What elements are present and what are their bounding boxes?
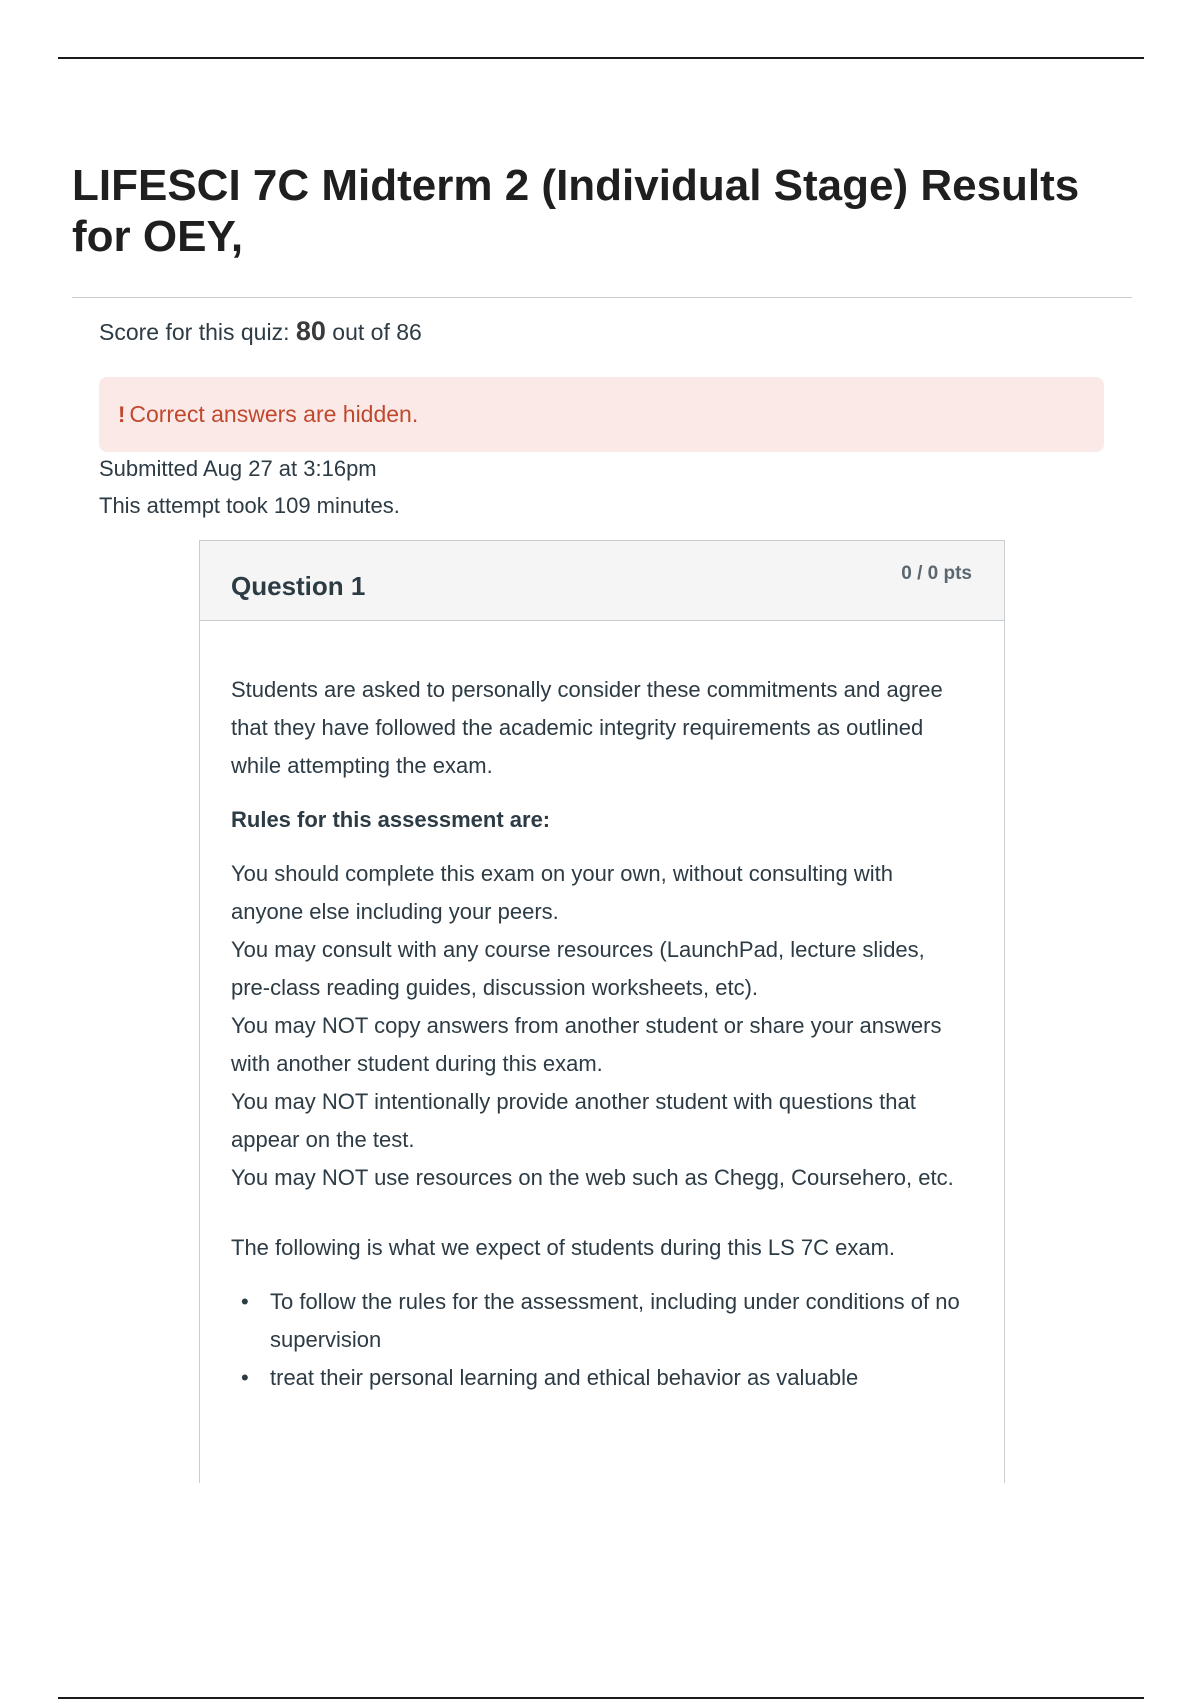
warning-icon: !: [118, 401, 126, 427]
score-suffix: out of 86: [332, 319, 422, 345]
expectation-item: [239, 1283, 964, 1359]
rule-item: You may NOT copy answers from another student or share your answers with another student during this exam.: [231, 1013, 942, 1076]
submitted-timestamp: Submitted Aug 27 at 3:16pm: [99, 456, 377, 481]
expectation-text: To follow the rules for the assessment, including under conditions of no supervision: [270, 1289, 960, 1352]
bullet-icon: •: [241, 1365, 249, 1390]
bullet-icon: •: [241, 1289, 249, 1314]
rule-item: You may consult with any course resources (LaunchPad, lecture slides, pre-class reading guides, discussion worksheets, etc).: [231, 937, 925, 1000]
question-card: [199, 540, 1005, 1483]
question-title: Question 1: [231, 571, 366, 601]
hidden-answers-alert: [99, 377, 1104, 452]
quiz-score: [99, 316, 422, 347]
title-divider: [72, 297, 1132, 298]
expectation-text: treat their personal learning and ethical behavior as valuable: [270, 1365, 859, 1390]
top-page-rule: [58, 57, 1144, 59]
bottom-page-rule: [58, 1697, 1144, 1699]
rule-item: You may NOT intentionally provide another student with questions that appear on the test.: [231, 1089, 916, 1152]
score-label: Score for this quiz:: [99, 319, 290, 345]
score-value: 80: [295, 316, 326, 346]
rule-item: You should complete this exam on your own, without consulting with anyone else including your peers.: [231, 861, 894, 924]
rule-item: You may NOT use resources on the web such as Chegg, Coursehero, etc.: [231, 1165, 954, 1190]
rules-list: [231, 855, 964, 1197]
attempt-duration: This attempt took 109 minutes.: [99, 493, 400, 518]
question-body: [200, 621, 1004, 1397]
question-header: [200, 541, 1004, 621]
question-points: 0 / 0 pts: [901, 563, 972, 584]
expectations-list: [231, 1283, 964, 1397]
alert-text: Correct answers are hidden.: [129, 401, 419, 427]
expectations-intro: The following is what we expect of students during this LS 7C exam.: [231, 1235, 896, 1260]
rules-heading: Rules for this assessment are:: [231, 807, 551, 832]
expectation-item: [239, 1359, 964, 1397]
question-intro: Students are asked to personally consider these commitments and agree that they have followed the academic integrity requirements as outlined while attempting the exam.: [231, 677, 943, 778]
page-title: LIFESCI 7C Midterm 2 (Individual Stage) Results for OEY,: [72, 161, 1080, 261]
